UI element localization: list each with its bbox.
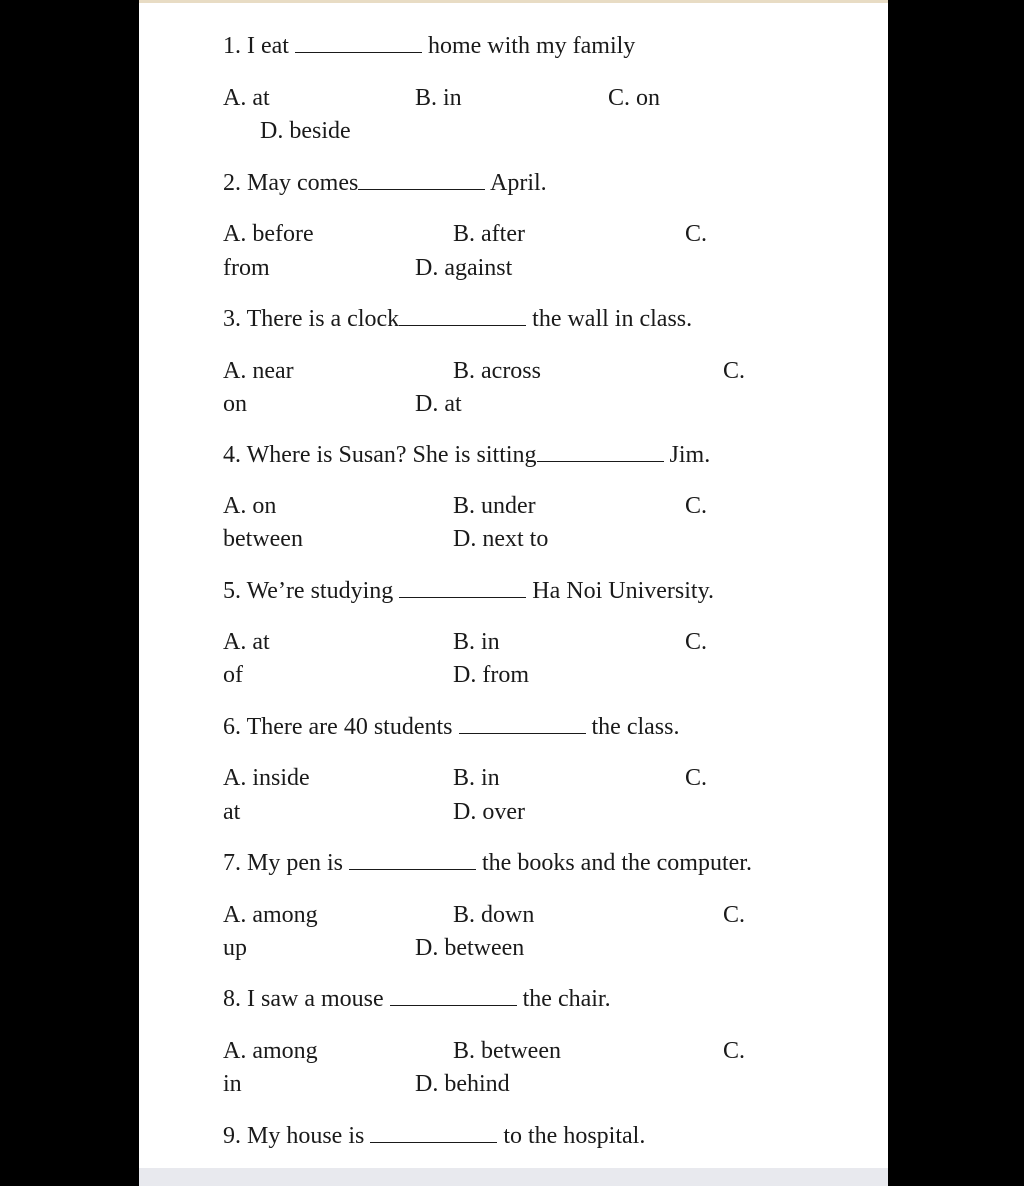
question-7-option-d: D. between: [415, 935, 525, 961]
question-3-stem: [223, 305, 692, 333]
question-5-blank: [399, 578, 526, 598]
question-8-option-d: D. behind: [415, 1071, 510, 1097]
question-7-option-c-cont: up: [223, 935, 247, 961]
question-8-stem-before: 8. I saw a mouse: [223, 986, 384, 1012]
question-1-option-b: B. in: [415, 85, 462, 111]
question-3-option-d: D. at: [415, 391, 462, 417]
question-8-blank: [390, 986, 517, 1006]
question-7-option-a: A. among: [223, 902, 318, 928]
question-5-option-d: D. from: [453, 662, 529, 688]
question-4-option-a: A. on: [223, 493, 277, 519]
document-page: [139, 0, 888, 1186]
question-2-stem-before: 2. May comes: [223, 170, 359, 196]
question-1-blank: [295, 33, 422, 53]
question-3-option-c: C.: [723, 358, 746, 384]
question-6-blank: [459, 714, 586, 734]
question-2-option-c-cont: from: [223, 255, 270, 281]
question-6-option-b: B. in: [453, 765, 500, 791]
question-5-option-a: A. at: [223, 629, 270, 655]
question-2-option-b: B. after: [453, 221, 525, 247]
question-6-option-d: D. over: [453, 799, 525, 825]
question-2-stem-after: April.: [490, 170, 547, 196]
question-2-blank: [358, 170, 485, 190]
question-4-blank: [537, 442, 664, 462]
question-4-stem: [223, 441, 710, 469]
question-2-option-d: D. against: [415, 255, 513, 281]
question-6-option-a: A. inside: [223, 765, 310, 791]
question-5-stem: [223, 577, 714, 605]
question-6-stem: [223, 713, 679, 741]
question-4-option-b: B. under: [453, 493, 536, 519]
question-3-option-a: A. near: [223, 358, 294, 384]
question-8-stem-after: the chair.: [522, 986, 611, 1012]
question-1-stem-before: 1. I eat: [223, 33, 289, 59]
question-2-option-a: A. before: [223, 221, 314, 247]
question-1-option-a: A. at: [223, 85, 270, 111]
question-8-stem: [223, 985, 611, 1013]
question-3-option-b: B. across: [453, 358, 541, 384]
question-5-option-c-cont: of: [223, 662, 243, 688]
question-7-stem: [223, 849, 752, 877]
top-edge-strip: [139, 0, 888, 3]
question-2-stem: [223, 169, 547, 197]
question-7-blank: [349, 850, 476, 870]
question-4-option-c-cont: between: [223, 526, 303, 552]
question-9-blank: [370, 1123, 497, 1143]
question-3-stem-before: 3. There is a clock: [223, 306, 400, 332]
question-4-stem-after: Jim.: [669, 442, 711, 468]
question-2-option-c: C.: [685, 221, 708, 247]
question-4-option-c: C.: [685, 493, 708, 519]
question-5-stem-before: 5. We’re studying: [223, 578, 394, 604]
question-3-option-c-cont: on: [223, 391, 247, 417]
question-5-option-c: C.: [685, 629, 708, 655]
question-3-stem-after: the wall in class.: [532, 306, 693, 332]
question-1-option-c: C. on: [608, 85, 661, 111]
question-6-option-c-cont: at: [223, 799, 241, 825]
question-1-stem-after: home with my family: [427, 33, 636, 59]
question-7-option-c: C.: [723, 902, 746, 928]
question-1-stem: [223, 32, 635, 60]
question-9-stem: [223, 1122, 645, 1150]
question-1-option-d: D. beside: [260, 118, 351, 144]
question-6-stem-after: the class.: [591, 714, 680, 740]
bottom-edge-strip: [139, 1168, 888, 1186]
question-4-stem-before: 4. Where is Susan? She is sitting: [223, 442, 537, 468]
question-8-option-a: A. among: [223, 1038, 318, 1064]
question-8-option-b: B. between: [453, 1038, 561, 1064]
question-8-option-c: C.: [723, 1038, 746, 1064]
question-5-stem-after: Ha Noi University.: [532, 578, 715, 604]
question-4-option-d: D. next to: [453, 526, 549, 552]
question-3-blank: [399, 306, 526, 326]
question-6-option-c: C.: [685, 765, 708, 791]
question-7-stem-before: 7. My pen is: [223, 850, 343, 876]
question-8-option-c-cont: in: [223, 1071, 242, 1097]
question-7-option-b: B. down: [453, 902, 535, 928]
question-9-stem-before: 9. My house is: [223, 1123, 365, 1149]
question-7-stem-after: the books and the computer.: [482, 850, 752, 876]
question-9-stem-after: to the hospital.: [503, 1123, 646, 1149]
question-6-stem-before: 6. There are 40 students: [223, 714, 453, 740]
question-5-option-b: B. in: [453, 629, 500, 655]
